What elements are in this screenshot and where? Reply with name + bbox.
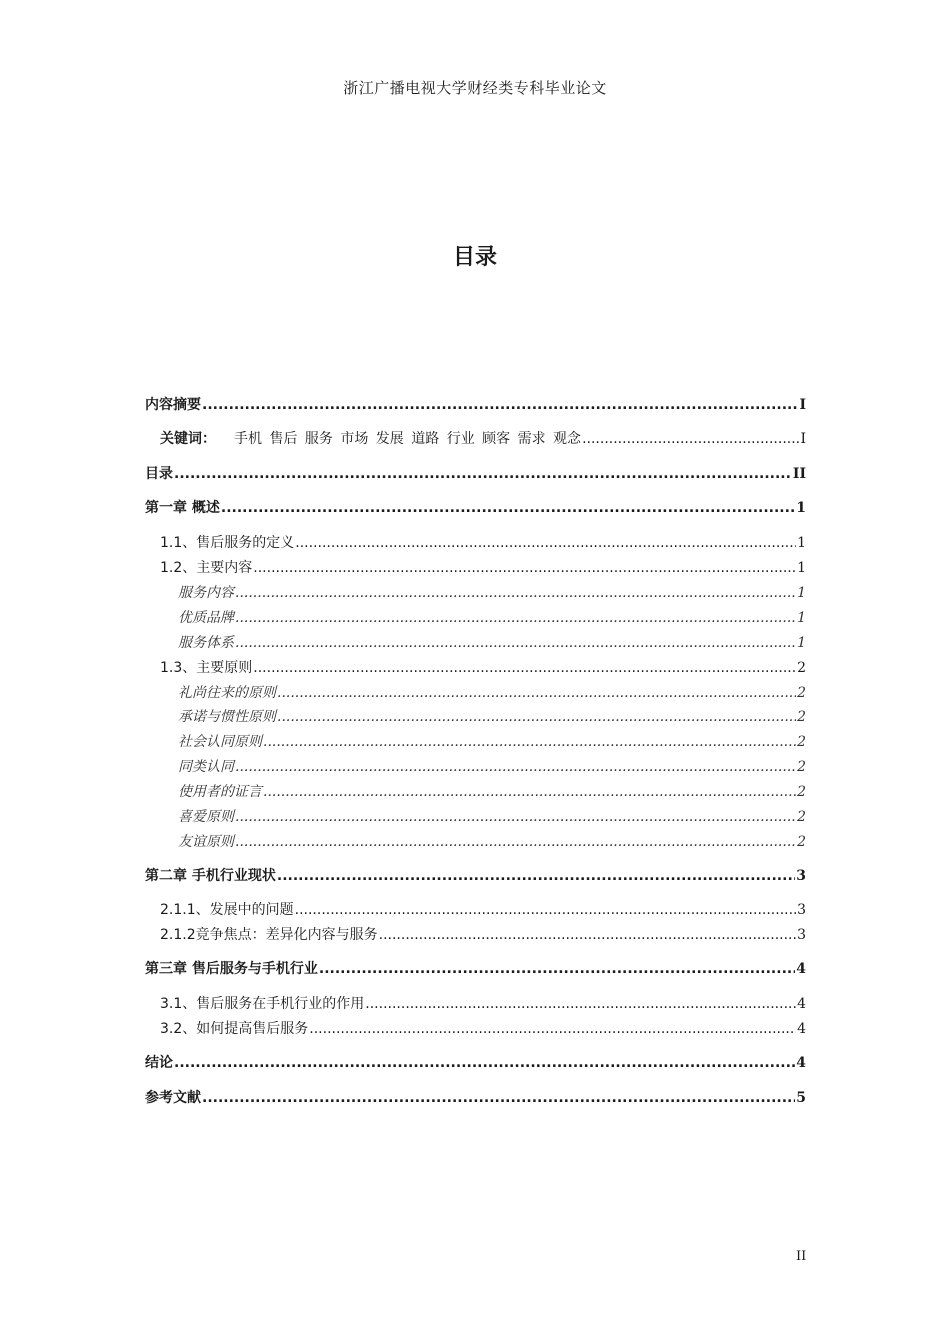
dot-leader	[295, 534, 796, 552]
toc-entry-section-3-2[interactable]	[160, 1020, 806, 1038]
toc-entry-page: 4	[797, 996, 806, 1012]
toc-entry-page: 4	[797, 1021, 806, 1037]
dot-leader	[202, 396, 798, 414]
toc-entry-page: 1	[797, 535, 806, 551]
toc-entry-page: 4	[796, 1055, 806, 1071]
dot-leader	[295, 901, 796, 919]
dot-leader	[253, 659, 796, 677]
toc-entry-page: 2	[797, 809, 806, 825]
toc-entry-label: 使用者的证言	[178, 784, 262, 800]
running-header: 浙江广播电视大学财经类专科毕业论文	[343, 79, 607, 97]
toc-entry-page: 4	[796, 961, 806, 977]
toc-entry-chapter-2[interactable]	[145, 867, 806, 885]
toc-entry-commitment[interactable]	[178, 708, 806, 726]
toc-entry-label: 1.2、主要内容	[160, 560, 253, 576]
page-title: 目录	[452, 245, 497, 270]
toc-entry-label: 目录	[145, 466, 173, 482]
dot-leader	[277, 867, 795, 885]
toc-entry-page: 3	[796, 868, 806, 884]
toc-entry-label: 结论	[145, 1055, 173, 1071]
dot-leader	[277, 708, 796, 726]
toc-entry-chapter-3[interactable]	[145, 960, 806, 978]
dot-leader	[235, 808, 796, 826]
toc-entry-label: 第三章 售后服务与手机行业	[145, 961, 318, 977]
toc-entry-page: 3	[797, 902, 806, 918]
toc-entry-friendship[interactable]	[178, 833, 806, 851]
dot-leader	[263, 733, 796, 751]
dot-leader	[235, 634, 796, 652]
toc-entry-page: 2	[797, 759, 806, 775]
toc-entry-page: I	[799, 397, 806, 413]
toc-entry-page: 2	[797, 685, 806, 701]
toc-entry-reciprocity[interactable]	[178, 684, 806, 702]
toc-entry-section-1-2[interactable]	[160, 559, 806, 577]
toc-entry-quality-brand[interactable]	[178, 609, 806, 627]
toc-entry-page: 5	[796, 1090, 806, 1106]
dot-leader	[235, 609, 796, 627]
toc-entry-section-1-1[interactable]	[160, 534, 806, 552]
dot-leader	[235, 833, 796, 851]
toc-entry-page: 2	[797, 784, 806, 800]
toc-entry-liking[interactable]	[178, 808, 806, 826]
toc-entry-testimonial[interactable]	[178, 783, 806, 801]
toc-entry-label: 2.1.2竞争焦点：差异化内容与服务	[160, 927, 378, 943]
toc-entry-label: 参考文献	[145, 1090, 201, 1106]
toc-entry-label: 喜爱原则	[178, 809, 234, 825]
toc-entry-service-content[interactable]	[178, 584, 806, 602]
toc-entry-section-3-1[interactable]	[160, 995, 806, 1013]
dot-leader	[235, 758, 796, 776]
toc-entry-page: 1	[797, 635, 806, 651]
dot-leader	[365, 995, 796, 1013]
toc-entry-label: 服务内容	[178, 585, 234, 601]
toc-entry-label: 2.1.1、发展中的问题	[160, 902, 294, 918]
dot-leader	[309, 1020, 796, 1038]
dot-leader	[174, 1054, 795, 1072]
toc-entry-label: 第一章 概述	[145, 500, 220, 516]
dot-leader	[235, 584, 796, 602]
toc-entry-label: 内容摘要	[145, 397, 201, 413]
toc-entry-abstract[interactable]	[145, 396, 806, 414]
toc-entry-keywords[interactable]	[160, 430, 806, 448]
toc-entry-social-proof[interactable]	[178, 733, 806, 751]
toc-entry-label: 优质品牌	[178, 610, 234, 626]
toc-entry-label: 礼尚往来的原则	[178, 685, 276, 701]
dot-leader	[221, 499, 795, 517]
toc-entry-peer-identity[interactable]	[178, 758, 806, 776]
toc-entry-label: 承诺与惯性原则	[178, 709, 276, 725]
dot-leader	[253, 559, 796, 577]
toc-entry-label: 服务体系	[178, 635, 234, 651]
dot-leader	[319, 960, 795, 978]
keywords-label: 关键词：	[160, 431, 216, 447]
toc-entry-label: 社会认同原则	[178, 734, 262, 750]
dot-leader	[379, 926, 796, 944]
dot-leader	[263, 783, 796, 801]
toc-entry-references[interactable]	[145, 1089, 806, 1107]
toc-entry-page: 2	[797, 834, 806, 850]
toc-entry-page: 1	[797, 560, 806, 576]
toc-entry-page: 2	[797, 709, 806, 725]
toc-entry-label: 第二章 手机行业现状	[145, 868, 276, 884]
dot-leader	[277, 684, 796, 702]
toc-entry-section-1-3[interactable]	[160, 659, 806, 677]
keywords-list: 手机 售后 服务 市场 发展 道路 行业 顾客 需求 观念	[234, 431, 582, 447]
toc-entry-section-2-1-2[interactable]	[160, 926, 806, 944]
toc-entry-service-system[interactable]	[178, 634, 806, 652]
toc-entry-page: 1	[796, 500, 806, 516]
dot-leader	[174, 465, 792, 483]
toc-entry-section-2-1-1[interactable]	[160, 901, 806, 919]
toc-entry-label: 同类认同	[178, 759, 234, 775]
dot-leader	[202, 1089, 795, 1107]
dot-leader	[582, 430, 799, 448]
toc-entry-label: 3.1、售后服务在手机行业的作用	[160, 996, 365, 1012]
toc-entry-conclusion[interactable]	[145, 1054, 806, 1072]
toc-entry-page: 3	[797, 927, 806, 943]
toc-entry-page: II	[792, 466, 806, 482]
toc-entry-page: 1	[797, 610, 806, 626]
toc-entry-page: 1	[797, 585, 806, 601]
page-number: II	[796, 1249, 807, 1264]
toc-entry-label: 友谊原则	[178, 834, 234, 850]
toc-entry-page: 2	[797, 660, 806, 676]
toc-entry-label: 1.3、主要原则	[160, 660, 253, 676]
toc-entry-contents[interactable]	[145, 465, 806, 483]
toc-entry-page: 2	[797, 734, 806, 750]
toc-entry-label: 1.1、售后服务的定义	[160, 535, 295, 551]
toc-entry-label: 3.2、如何提高售后服务	[160, 1021, 309, 1037]
toc-entry-chapter-1[interactable]	[145, 499, 806, 517]
toc-entry-page: I	[800, 431, 806, 447]
